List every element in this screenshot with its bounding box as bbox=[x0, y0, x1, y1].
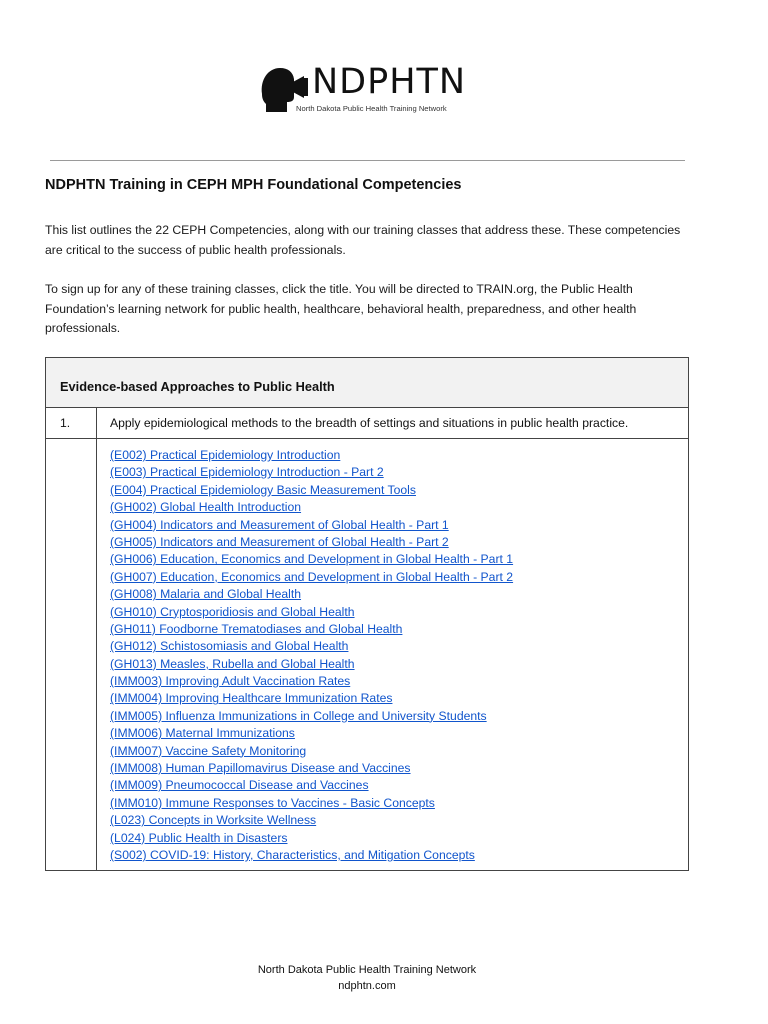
table-section-header bbox=[46, 358, 688, 408]
course-list-item bbox=[110, 743, 513, 760]
course-link[interactable]: (GH010) Cryptosporidiosis and Global Health bbox=[110, 604, 355, 619]
course-list-item bbox=[110, 551, 513, 568]
footer-website: ndphtn.com bbox=[338, 980, 396, 992]
competency-table bbox=[45, 357, 689, 871]
course-link[interactable]: (IMM009) Pneumococcal Disease and Vaccines bbox=[110, 778, 369, 793]
course-list-item bbox=[110, 517, 513, 534]
course-list-item bbox=[110, 447, 513, 464]
competency-text: Apply epidemiological methods to the breadth of settings and situations in public health practice. bbox=[110, 416, 629, 430]
intro-paragraph: This list outlines the 22 CEPH Competencies, along with our training classes that address these. These competencies are critical to the success of public health professionals. bbox=[45, 223, 681, 257]
course-list-item bbox=[110, 569, 513, 586]
competency-number: 1. bbox=[60, 416, 71, 430]
course-link[interactable]: (IMM007) Vaccine Safety Monitoring bbox=[110, 743, 307, 758]
course-link[interactable]: (E003) Practical Epidemiology Introduction - Part 2 bbox=[110, 465, 384, 480]
course-list-item bbox=[110, 604, 513, 621]
course-link[interactable]: (E004) Practical Epidemiology Basic Measurement Tools bbox=[110, 482, 416, 497]
course-link[interactable]: (E002) Practical Epidemiology Introduction bbox=[110, 448, 341, 462]
competency-row bbox=[46, 408, 688, 439]
course-link[interactable]: (GH011) Foodborne Trematodiases and Global Health bbox=[110, 621, 403, 636]
course-link[interactable]: (IMM008) Human Papillomavirus Disease and Vaccines bbox=[110, 761, 411, 776]
course-list-item bbox=[110, 534, 513, 551]
course-link[interactable]: (S002) COVID-19: History, Characteristics, and Mitigation Concepts bbox=[110, 847, 475, 862]
course-link[interactable]: (GH008) Malaria and Global Health bbox=[110, 587, 302, 602]
signup-paragraph: To sign up for any of these training classes, click the title. You will be directed to TRAIN.org, the Public Health Foundation’s learning network for public health, healthcare, behavioral health, preparedness, and other health professionals. bbox=[45, 282, 637, 335]
course-link[interactable]: (GH004) Indicators and Measurement of Global Health - Part 1 bbox=[110, 517, 449, 532]
page-footer bbox=[0, 962, 734, 994]
course-link[interactable]: (GH007) Education, Economics and Development in Global Health - Part 2 bbox=[110, 569, 514, 584]
course-link[interactable]: (IMM010) Immune Responses to Vaccines - Basic Concepts bbox=[110, 795, 435, 810]
course-list-item bbox=[110, 690, 513, 707]
header-divider bbox=[50, 160, 685, 161]
course-list-item bbox=[110, 673, 513, 690]
ndphtn-logo bbox=[258, 62, 498, 120]
course-list-item bbox=[110, 656, 513, 673]
course-link[interactable]: (GH012) Schistosomiasis and Global Health bbox=[110, 639, 349, 654]
course-link[interactable]: (GH002) Global Health Introduction bbox=[110, 500, 302, 515]
course-list-item bbox=[110, 777, 513, 794]
course-list-item bbox=[110, 830, 513, 847]
course-list-item bbox=[110, 499, 513, 516]
course-list-item bbox=[110, 482, 513, 499]
course-link[interactable]: (GH005) Indicators and Measurement of Global Health - Part 2 bbox=[110, 534, 449, 549]
course-link[interactable]: (L023) Concepts in Worksite Wellness bbox=[110, 813, 317, 828]
course-list bbox=[110, 447, 513, 864]
course-link[interactable]: (GH013) Measles, Rubella and Global Health bbox=[110, 656, 355, 671]
logo-wordmark: NDPHTN bbox=[312, 62, 467, 102]
course-list-item bbox=[110, 847, 513, 864]
course-list-item bbox=[110, 586, 513, 603]
document-title: NDPHTN Training in CEPH MPH Foundational Competencies bbox=[45, 177, 462, 193]
course-link[interactable]: (IMM003) Improving Adult Vaccination Rates bbox=[110, 674, 351, 689]
course-link[interactable]: (GH006) Education, Economics and Development in Global Health - Part 1 bbox=[110, 552, 514, 567]
course-list-item bbox=[110, 464, 513, 481]
footer-org-name: North Dakota Public Health Training Network bbox=[257, 964, 477, 976]
course-list-item bbox=[110, 812, 513, 829]
section-heading: Evidence-based Approaches to Public Health bbox=[60, 379, 335, 394]
course-list-item bbox=[110, 760, 513, 777]
course-list-item bbox=[110, 638, 513, 655]
course-link[interactable]: (IMM004) Improving Healthcare Immunization Rates bbox=[110, 691, 393, 706]
logo-subtitle: North Dakota Public Health Training Network bbox=[296, 104, 447, 113]
course-link[interactable]: (L024) Public Health in Disasters bbox=[110, 830, 288, 845]
course-link[interactable]: (IMM005) Influenza Immunizations in College and University Students bbox=[110, 708, 487, 723]
course-list-item bbox=[110, 795, 513, 812]
column-divider bbox=[96, 408, 97, 870]
course-link[interactable]: (IMM006) Maternal Immunizations bbox=[110, 726, 295, 741]
course-list-item bbox=[110, 621, 513, 638]
course-list-item bbox=[110, 708, 513, 725]
course-list-item bbox=[110, 725, 513, 742]
